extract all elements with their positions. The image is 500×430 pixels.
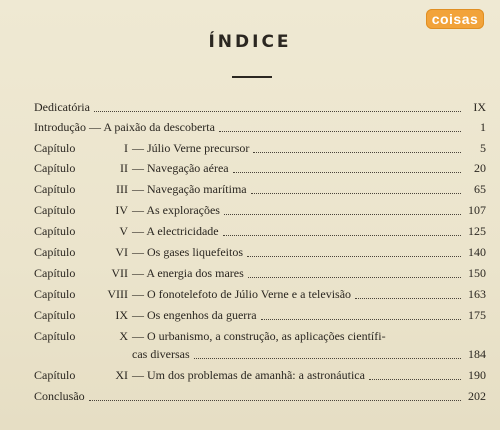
dot-leader — [369, 378, 461, 380]
toc-entry — [34, 219, 486, 239]
entry-title: — Júlio Verne precursor — [132, 141, 250, 155]
page-number: 184 — [468, 347, 486, 361]
chapter-number: V — [119, 224, 128, 238]
chapter-label: Capítulo — [34, 161, 76, 175]
entry-title: — Os gases liquefeitos — [132, 245, 243, 259]
toc-entry — [34, 156, 486, 176]
page-number: IX — [473, 100, 486, 114]
dot-leader — [233, 171, 461, 173]
toc-entry — [34, 198, 486, 218]
dot-leader — [223, 234, 461, 236]
dot-leader — [261, 318, 461, 320]
toc-entry — [34, 240, 486, 260]
toc-entry — [34, 384, 486, 404]
toc-entry — [34, 303, 486, 323]
chapter-label: Capítulo — [34, 224, 76, 238]
entry-title: — A energia dos mares — [132, 266, 244, 280]
chapter-label: Capítulo — [34, 182, 76, 196]
chapter-label: Capítulo — [34, 203, 76, 217]
dot-leader — [251, 192, 461, 194]
page-number: 20 — [474, 161, 486, 175]
dot-leader — [194, 357, 461, 359]
toc-entry — [34, 136, 486, 156]
page-number: 150 — [468, 266, 486, 280]
toc-entry — [34, 282, 486, 302]
entry-title: — As explorações — [132, 203, 220, 217]
chapter-number: X — [119, 329, 128, 343]
page-number: 163 — [468, 287, 486, 301]
entry-title: — Os engenhos da guerra — [132, 308, 257, 322]
dot-leader — [248, 276, 461, 278]
entry-title: — A electricidade — [132, 224, 219, 238]
chapter-number: VI — [115, 245, 128, 259]
page-number: 140 — [468, 245, 486, 259]
page-number: 175 — [468, 308, 486, 322]
chapter-number: I — [124, 141, 128, 155]
chapter-number: VIII — [107, 287, 128, 301]
entry-title: — Um dos problemas de amanhã: a astronáutica — [132, 368, 365, 382]
chapter-label: Capítulo — [34, 368, 76, 382]
page-number: 65 — [474, 182, 486, 196]
dot-leader — [247, 255, 461, 257]
chapter-number: II — [120, 161, 128, 175]
dot-leader — [94, 110, 461, 112]
title-underline — [232, 76, 272, 78]
entry-title: cas diversas — [132, 347, 190, 361]
toc-entry — [34, 177, 486, 197]
chapter-number: IV — [115, 203, 128, 217]
chapter-label: Capítulo — [34, 266, 76, 280]
entry-title: — O fonotelefoto de Júlio Verne e a televisão — [132, 287, 352, 301]
entry-title: Dedicatória — [34, 100, 90, 114]
toc-entry — [34, 324, 486, 344]
dot-leader — [219, 130, 461, 132]
page-title: ÍNDICE — [208, 32, 292, 52]
watermark-logo: coisas — [426, 9, 484, 29]
entry-title: — Navegação marítima — [132, 182, 247, 196]
chapter-label: Capítulo — [34, 329, 76, 343]
chapter-number: XI — [115, 368, 128, 382]
entry-title: Introdução — A paixão da descoberta — [34, 120, 215, 134]
page-number: 190 — [468, 368, 486, 382]
entry-title: — O urbanismo, a construção, as aplicações científi- — [132, 329, 386, 343]
entry-title: — Navegação aérea — [132, 161, 229, 175]
chapter-label: Capítulo — [34, 245, 76, 259]
dot-leader — [253, 151, 461, 153]
toc-entry — [34, 261, 486, 281]
toc-entry — [34, 342, 486, 362]
chapter-label: Capítulo — [34, 287, 76, 301]
dot-leader — [224, 213, 461, 215]
entry-title: Conclusão — [34, 389, 85, 403]
chapter-number: IX — [115, 308, 128, 322]
dot-leader — [89, 399, 461, 401]
page-number: 1 — [480, 120, 486, 134]
page-number: 107 — [468, 203, 486, 217]
page-number: 202 — [468, 389, 486, 403]
chapter-label: Capítulo — [34, 308, 76, 322]
toc-entry — [34, 115, 486, 135]
toc-entry — [34, 363, 486, 383]
chapter-label: Capítulo — [34, 141, 76, 155]
chapter-number: III — [116, 182, 128, 196]
dot-leader — [355, 297, 461, 299]
toc-entry — [34, 95, 486, 115]
chapter-number: VII — [111, 266, 128, 280]
page-number: 125 — [468, 224, 486, 238]
page-number: 5 — [480, 141, 486, 155]
